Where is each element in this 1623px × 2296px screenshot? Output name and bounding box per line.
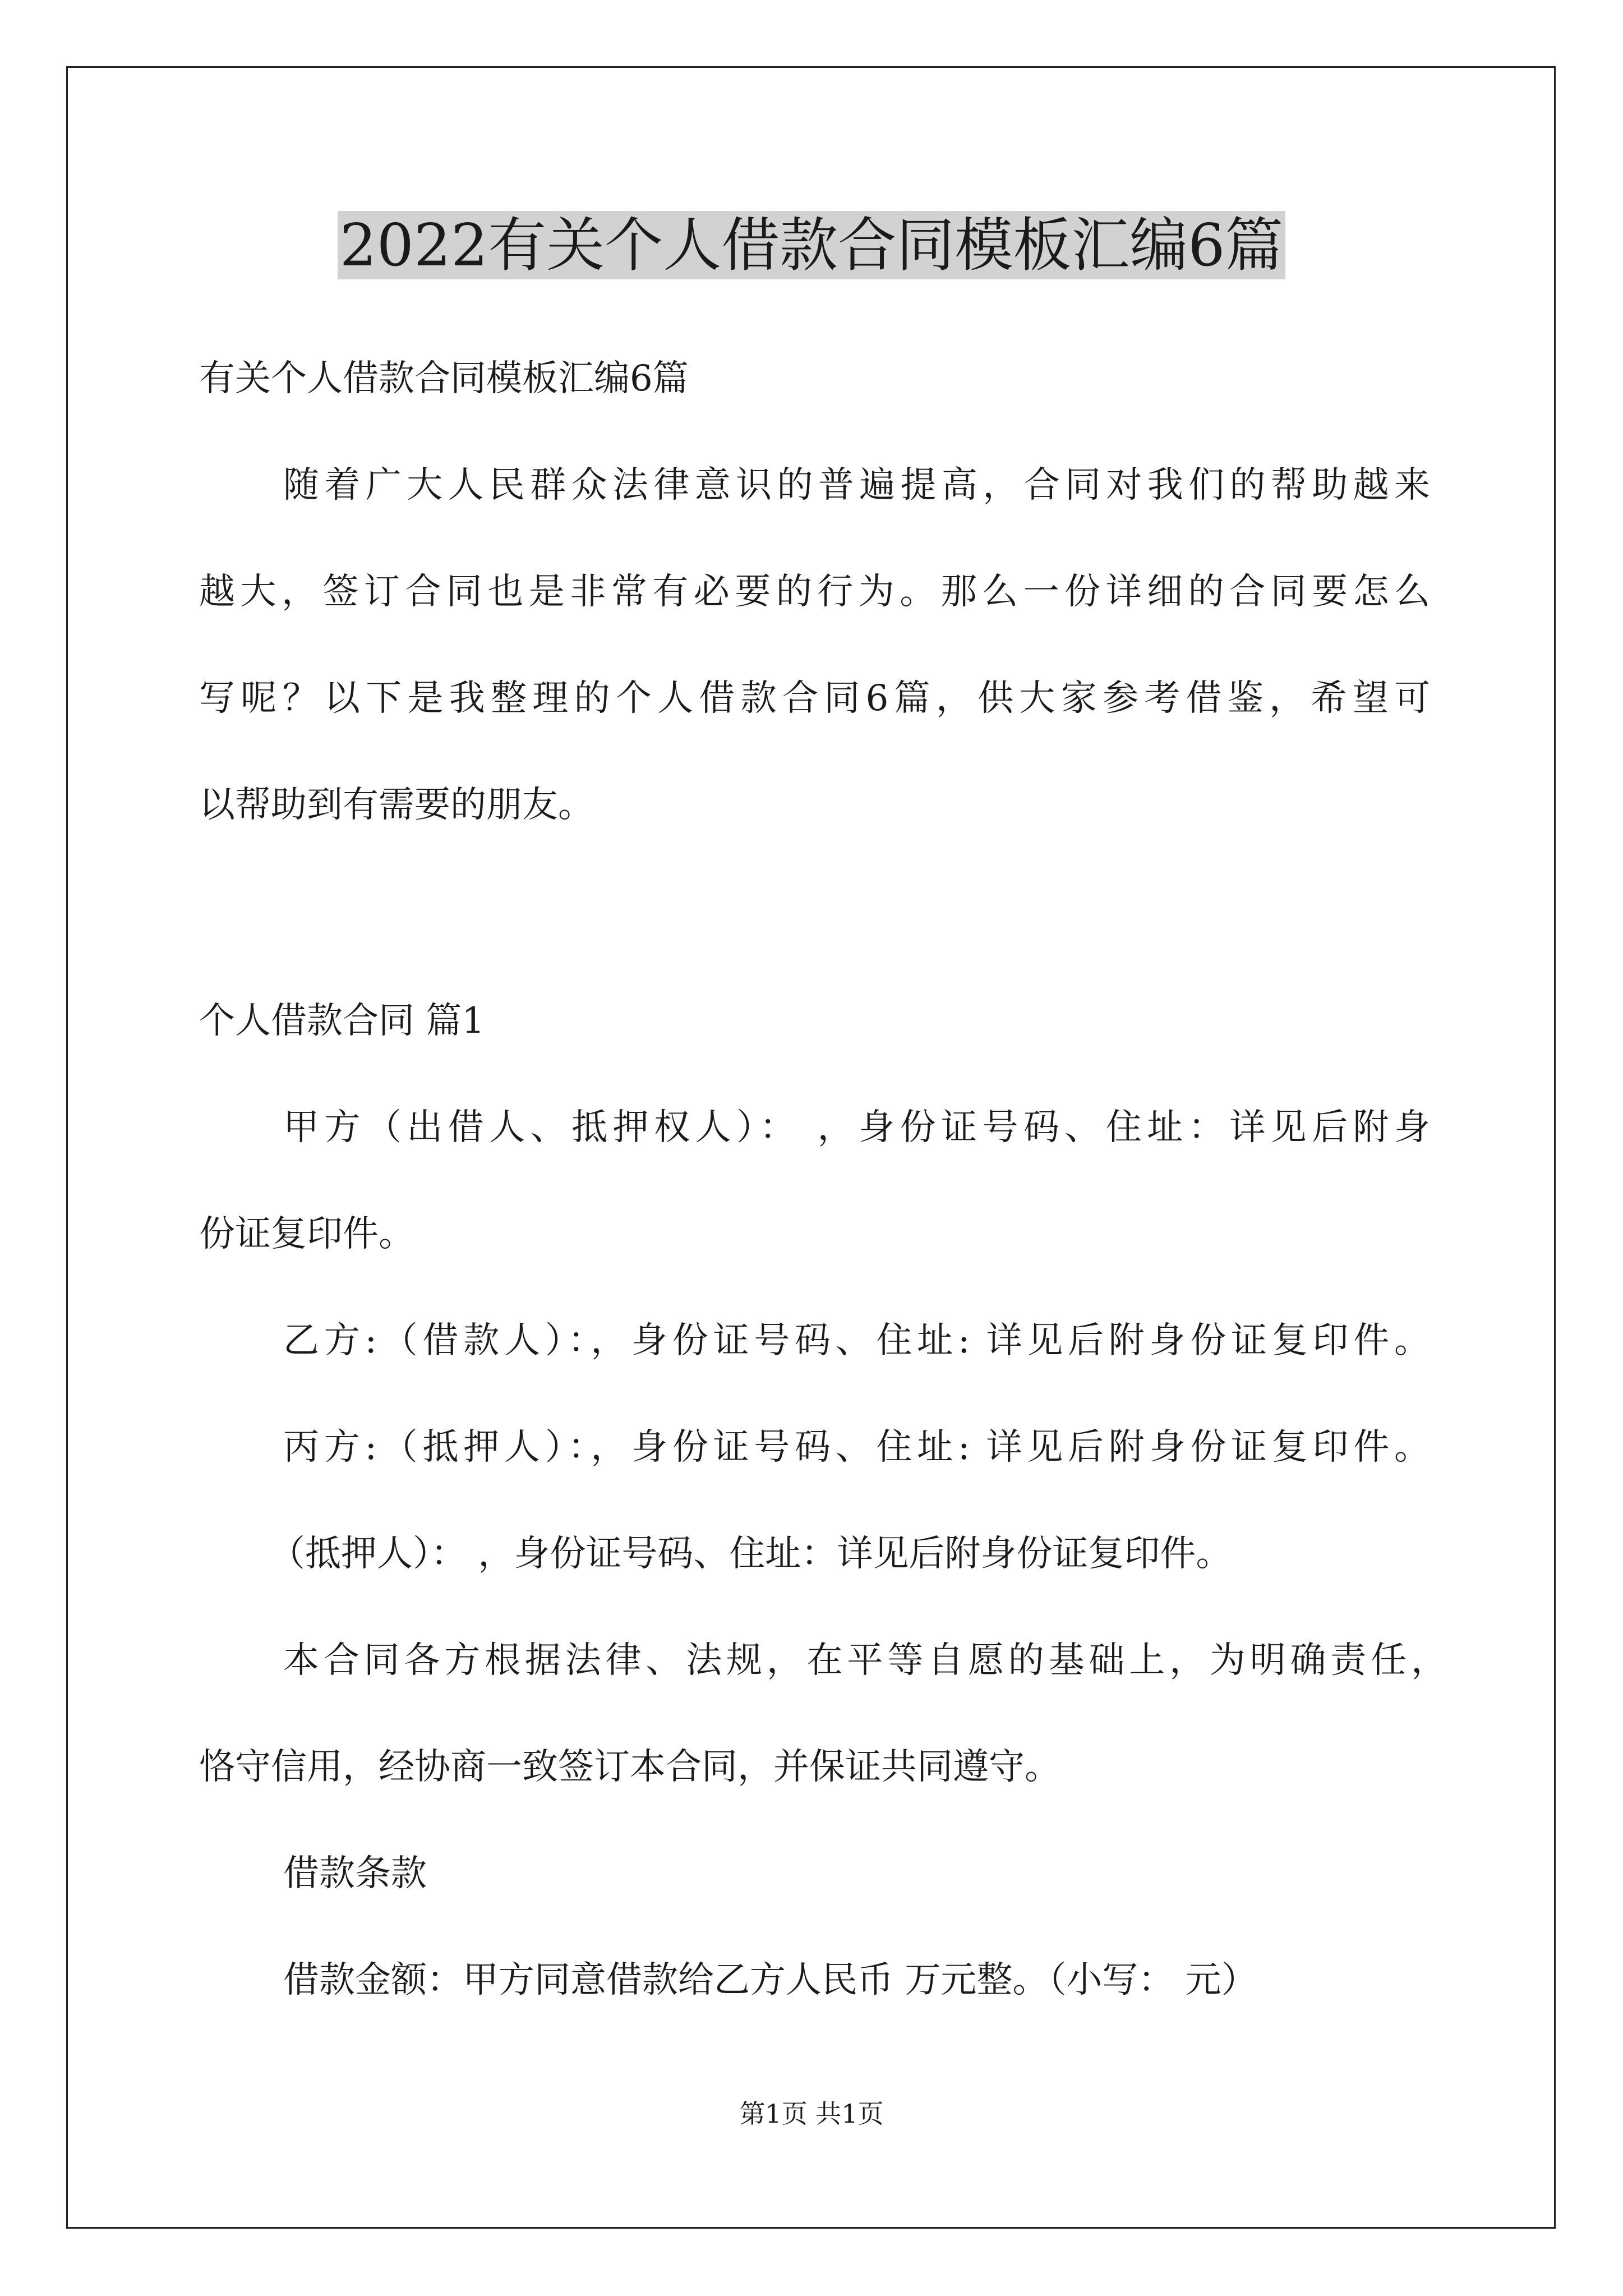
party-b: 乙方:（借款人）：，身份证号码、住址: 详见后附身份证复印件。 <box>283 1320 1430 1361</box>
document-title-text: 2022有关个人借款合同模板汇编6篇 <box>338 211 1286 279</box>
preamble-line-1: 本合同各方根据法律、法规，在平等自愿的基础上，为明确责任， <box>283 1640 1447 1681</box>
party-a-line-2: 份证复印件。 <box>199 1213 414 1255</box>
intro-line-3: 写呢？以下是我整理的个人借款合同6篇，供大家参考借鉴，希望可 <box>199 678 1430 719</box>
party-d: （抵押人）： ，身份证号码、住址：详见后附身份证复印件。 <box>269 1533 1232 1575</box>
document-subtitle: 有关个人借款合同模板汇编6篇 <box>199 358 689 399</box>
intro-line-1: 随着广大人民群众法律意识的普遍提高，合同对我们的帮助越来 <box>283 464 1430 506</box>
loan-terms-heading: 借款条款 <box>283 1853 427 1894</box>
intro-line-2: 越大，签订合同也是非常有必要的行为。那么一份详细的合同要怎么 <box>199 571 1430 613</box>
party-c: 丙方:（抵押人）：，身份证号码、住址: 详见后附身份证复印件。 <box>283 1427 1430 1468</box>
loan-amount-line: 借款金额：甲方同意借款给乙方人民币 万元整。（小写： 元） <box>283 1959 1257 2001</box>
party-a-line-1: 甲方（出借人、抵押权人）： ，身份证号码、住址：详见后附身 <box>283 1107 1430 1148</box>
page-footer: 第1页 共1页 <box>739 2099 884 2129</box>
intro-line-4: 以帮助到有需要的朋友。 <box>199 784 594 826</box>
preamble-line-2: 恪守信用，经协商一致签订本合同，并保证共同遵守。 <box>199 1746 1061 1788</box>
section-heading: 个人借款合同 篇1 <box>199 1000 485 1042</box>
document-title <box>0 203 1623 287</box>
